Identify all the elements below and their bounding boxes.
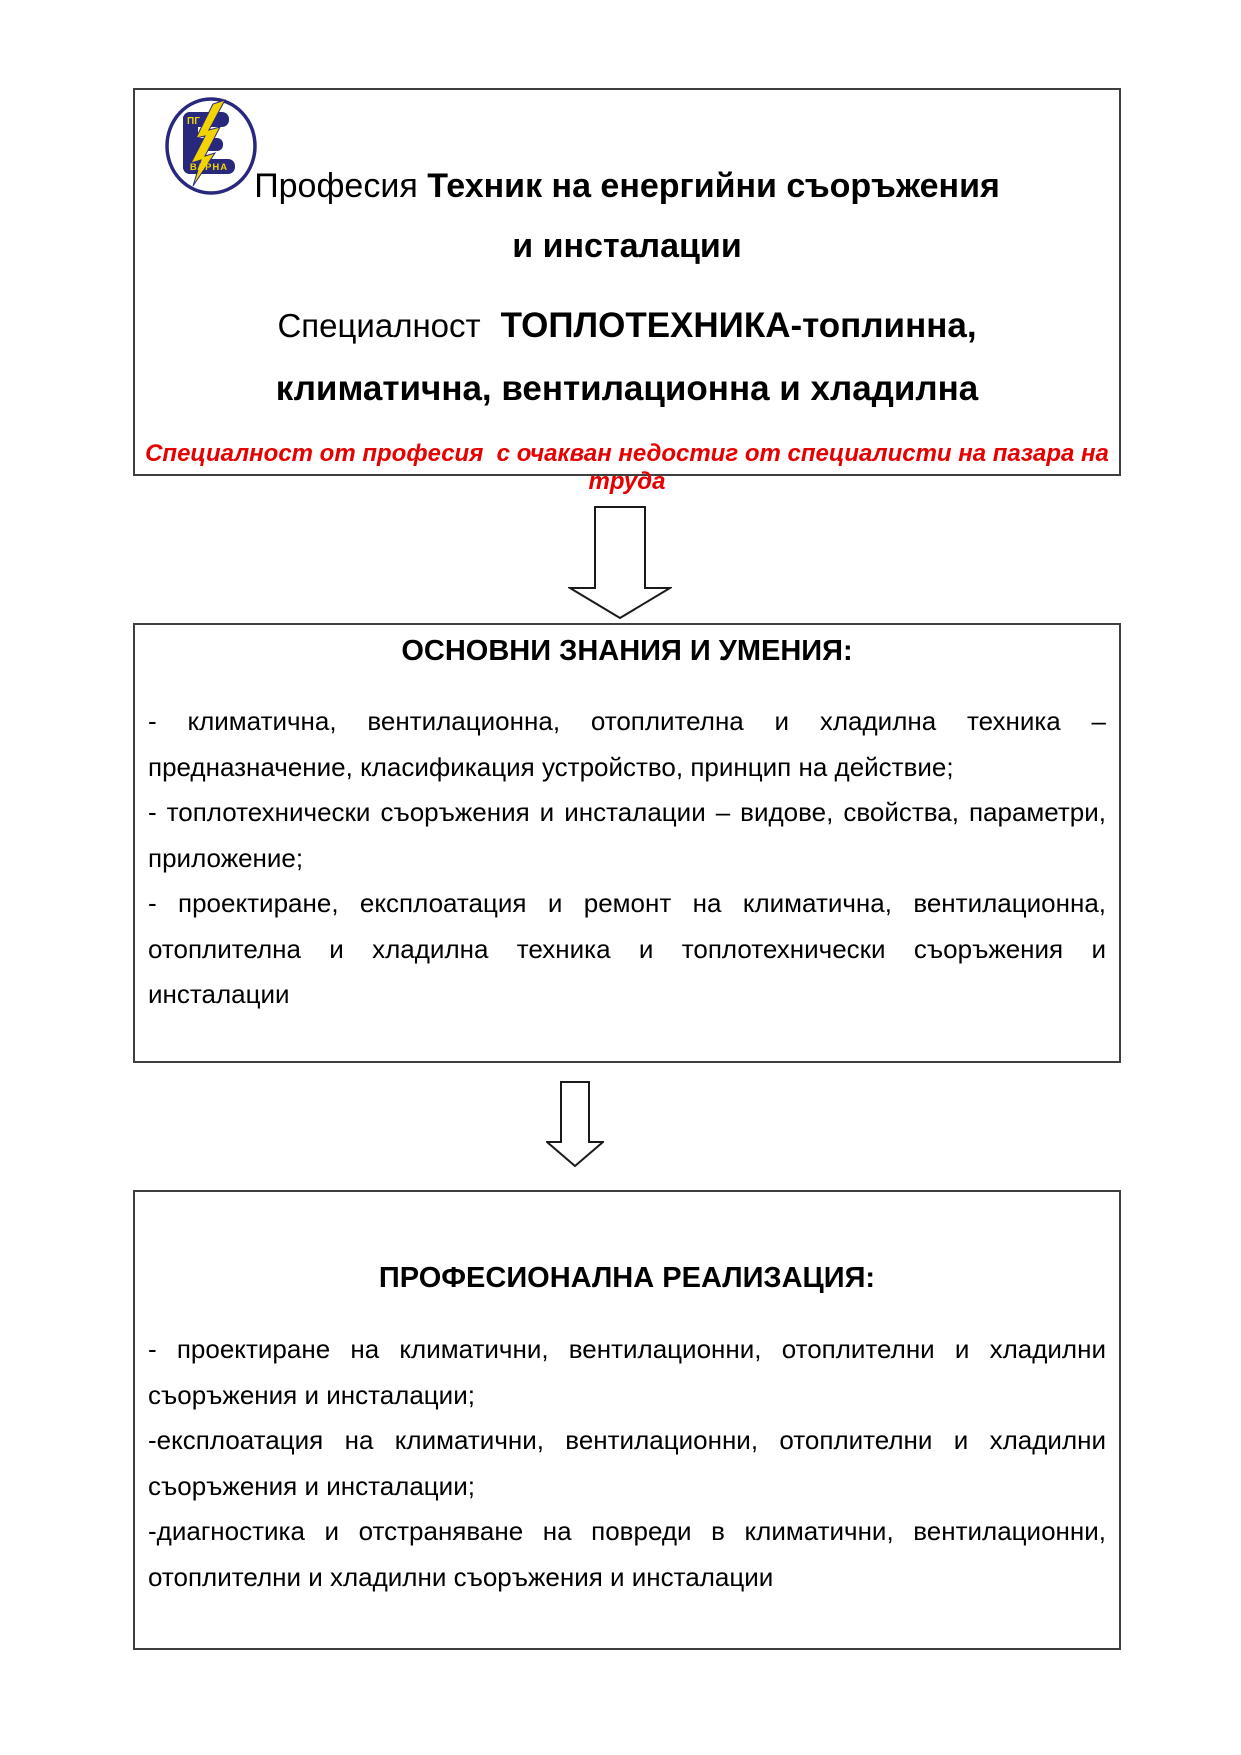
skills-title: ОСНОВНИ ЗНАНИЯ И УМЕНИЯ: [401,635,853,667]
specialty-name: ТОПЛОТЕХНИКА-топлинна, [500,306,977,345]
profession-title-line1 [135,164,1119,208]
career-item: -диагностика и отстраняване на повреди в климатични, вентилационни, отоплителни и хладилни съоръжения и инсталации [148,1516,1106,1592]
header-box [133,88,1121,495]
profession-title-line2: и инсталации [512,227,742,265]
skills-item: - топлотехнически съоръжения и инсталации – видове, свойства, параметри, приложение; [148,797,1106,873]
skills-box [133,623,1121,1063]
career-item: - проектиране на климатични, вентилационни, отоплителни и хладилни съоръжения и инсталации; [148,1334,1106,1410]
logo-pg-text: ПГ [187,116,200,127]
career-list [148,1327,1106,1600]
skills-item: - климатична, вентилационна, отоплителна и хладилна техника – предназначение, класификация устройство, принцип на действие; [148,706,1106,782]
specialty-title-line1 [135,304,1119,348]
shortage-notice: Специалност от професия с очакван недостиг от специалисти на пазара на труда [145,440,1116,495]
specialty-prefix: Специалност [277,307,481,344]
specialty-title-line2: климатична, вентилационна и хладилна [275,369,979,408]
skills-list [148,699,1106,1018]
skills-item: - проектиране, експлоатация и ремонт на климатична, вентилационна, отоплителна и хладилна техника и топлотехнически съоръжения и инсталации [148,888,1106,1009]
logo-varna-text: ВАРНА [189,162,229,173]
career-box [133,1190,1121,1650]
career-title: ПРОФЕСИОНАЛНА РЕАЛИЗАЦИЯ: [378,1262,876,1294]
down-arrow-icon-1 [568,506,672,619]
profession-prefix: Професия [254,167,428,205]
down-arrow-icon-2 [546,1081,604,1167]
profession-name: Техник на енергийни съоръжения [427,167,1000,205]
career-item: -експлоатация на климатични, вентилационни, отоплителни и хладилни съоръжения и инсталации; [148,1425,1106,1501]
